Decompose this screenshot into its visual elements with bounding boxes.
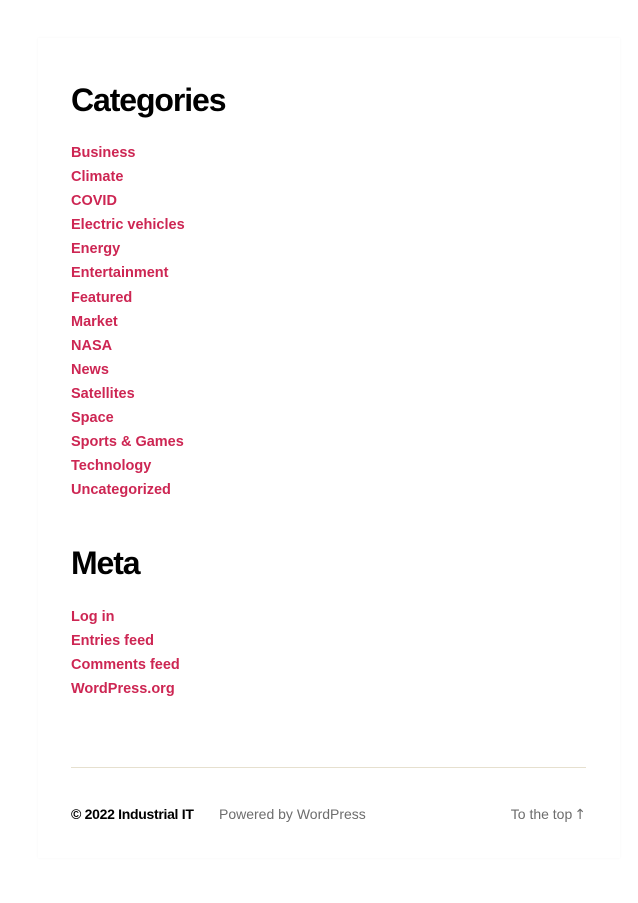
categories-list <box>71 144 185 505</box>
list-item <box>71 168 185 192</box>
wordpress-org-link[interactable]: WordPress.org <box>71 681 175 698</box>
category-link-featured[interactable]: Featured <box>71 289 133 306</box>
powered-by-wordpress-link[interactable]: Powered by WordPress <box>219 806 366 822</box>
list-item <box>71 481 185 505</box>
list-item <box>71 680 180 704</box>
category-link-sports-games[interactable]: Sports & Games <box>71 434 184 451</box>
category-link-energy[interactable]: Energy <box>71 241 121 258</box>
comments-feed-link[interactable]: Comments feed <box>71 657 180 674</box>
meta-widget-title: Meta <box>71 545 140 581</box>
category-link-uncategorized[interactable]: Uncategorized <box>71 482 171 499</box>
list-item <box>71 409 185 433</box>
category-link-electric-vehicles[interactable]: Electric vehicles <box>71 217 185 234</box>
category-link-news[interactable]: News <box>71 361 109 378</box>
list-item <box>71 457 185 481</box>
list-item <box>71 361 185 385</box>
category-link-business[interactable]: Business <box>71 145 136 161</box>
list-item <box>71 216 185 240</box>
log-in-link[interactable]: Log in <box>71 609 115 625</box>
to-the-top-link[interactable] <box>511 804 586 825</box>
list-item <box>71 240 185 264</box>
category-link-covid[interactable]: COVID <box>71 193 117 210</box>
category-link-satellites[interactable]: Satellites <box>71 385 135 402</box>
site-footer <box>71 804 586 824</box>
list-item <box>71 433 185 457</box>
list-item <box>71 192 185 216</box>
list-item <box>71 289 185 313</box>
list-item <box>71 264 185 288</box>
category-link-entertainment[interactable]: Entertainment <box>71 265 169 282</box>
categories-widget-title: Categories <box>71 82 226 118</box>
entries-feed-link[interactable]: Entries feed <box>71 633 154 650</box>
category-link-technology[interactable]: Technology <box>71 458 152 475</box>
meta-list <box>71 608 180 704</box>
list-item <box>71 313 185 337</box>
category-link-space[interactable]: Space <box>71 410 114 427</box>
category-link-market[interactable]: Market <box>71 313 118 330</box>
list-item <box>71 632 180 656</box>
category-link-nasa[interactable]: NASA <box>71 337 113 354</box>
copyright-text: © 2022 Industrial IT <box>71 806 194 822</box>
list-item <box>71 385 185 409</box>
list-item <box>71 656 180 680</box>
to-the-top-label: To the top <box>510 806 573 822</box>
list-item <box>71 608 180 632</box>
list-item <box>71 144 185 168</box>
list-item <box>71 337 185 361</box>
category-link-climate[interactable]: Climate <box>71 169 124 186</box>
arrow-up-icon: ↑ <box>574 807 586 823</box>
footer-divider <box>71 767 586 768</box>
